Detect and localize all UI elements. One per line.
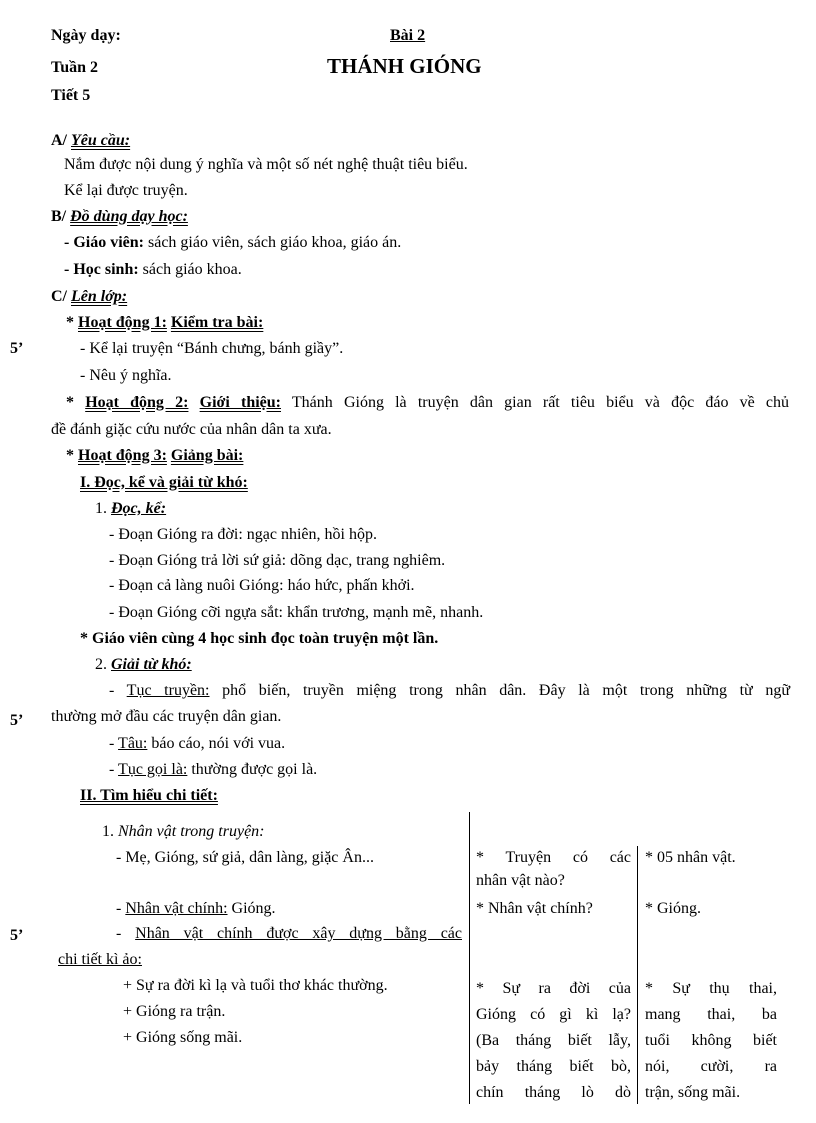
main-character-description: - Nhân vật chính được xây dựng bằng các [116, 925, 462, 942]
detail-item: + Gióng sống mãi. [123, 1029, 243, 1046]
list-item: - Đoạn Gióng trả lời sứ giả: dõng dạc, trang nghiêm. [109, 552, 446, 569]
activity-1-heading: * Hoạt động 1: Kiểm tra bài: [66, 314, 264, 331]
review-task: - Nêu ý nghĩa. [80, 367, 172, 384]
answer-cell: * 05 nhân vật. [645, 849, 736, 866]
part-2-heading: II. Tìm hiểu chi tiết: [80, 787, 218, 804]
activity-2-paragraph: * Hoạt động 2: Giới thiệu: Thánh Gióng là truyện dân gian rất tiêu biểu và độc đáo về chủ [66, 394, 790, 411]
answer-cell: * Gióng. [645, 900, 701, 917]
activity-2-continuation: đề đánh giặc cứu nước của nhân dân ta xưa. [51, 421, 332, 438]
list-item: - Đoạn Gióng ra đời: ngạc nhiên, hồi hộp. [109, 526, 377, 543]
glossary-continuation: thường mở đầu các truyện dân gian. [51, 708, 282, 725]
detail-item: + Gióng ra trận. [123, 1003, 226, 1020]
subsection-characters-heading: 1. Nhân vật trong truyện: [102, 823, 265, 840]
glossary-entry: - Tâu: báo cáo, nói với vua. [109, 735, 286, 752]
column-divider [469, 812, 470, 1104]
time-marker: 5’ [10, 927, 24, 944]
characters-list: - Mẹ, Gióng, sứ giả, dân làng, giặc Ân... [116, 849, 374, 866]
period-label: Tiết 5 [51, 87, 91, 104]
page-title: THÁNH GIÓNG [327, 54, 482, 78]
column-divider [637, 846, 638, 1104]
teacher-materials: - Giáo viên: sách giáo viên, sách giáo khoa, giáo án. [64, 234, 402, 251]
requirement-line: Nắm được nội dung ý nghĩa và một số nét nghệ thuật tiêu biểu. [64, 156, 468, 173]
list-item: - Đoạn Gióng cỡi ngựa sắt: khẩn trương, mạnh mẽ, nhanh. [109, 604, 484, 621]
review-task: - Kể lại truyện “Bánh chưng, bánh giầy”. [80, 340, 344, 357]
list-item: - Đoạn cả làng nuôi Gióng: háo hức, phấn khởi. [109, 577, 415, 594]
subsection-1-heading: 1. Đọc, kể: [95, 500, 167, 517]
activity-3-heading: * Hoạt động 3: Giảng bài: [66, 447, 244, 464]
question-cell: * Nhân vật chính? [476, 900, 593, 917]
time-marker: 5’ [10, 340, 24, 357]
student-materials: - Học sinh: sách giáo khoa. [64, 261, 242, 278]
answer-cell: * Sự thụ thai, mang thai, ba tuổi không biết nói, cười, ra trận, sống mãi. [645, 980, 777, 1101]
week-label: Tuần 2 [51, 59, 98, 76]
question-cell: * Sự ra đời của Gióng có gì kì lạ? (Ba tháng biết lẫy, bảy tháng biết bò, chín tháng lò dò [476, 980, 631, 1101]
requirement-line: Kể lại được truyện. [64, 182, 188, 199]
part-1-heading: I. Đọc, kể và giải từ khó: [80, 474, 248, 491]
main-character-description-continuation: chi tiết kì ảo: [58, 951, 142, 968]
question-cell-continuation: nhân vật nào? [476, 872, 565, 889]
main-character: - Nhân vật chính: Gióng. [116, 900, 276, 917]
section-b-heading: B/ Đồ dùng dạy học: [51, 208, 188, 225]
lesson-number: Bài 2 [390, 27, 426, 44]
question-cell: * Truyện có các [476, 849, 631, 866]
subsection-2-heading: 2. Giải từ khó: [95, 656, 192, 673]
glossary-entry: - Tục gọi là: thường được gọi là. [109, 761, 318, 778]
section-c-heading: C/ Lên lớp: [51, 288, 128, 305]
detail-item: + Sự ra đời kì lạ và tuổi thơ khác thường. [123, 977, 388, 994]
teaching-date-label: Ngày dạy: [51, 27, 121, 44]
time-marker: 5’ [10, 712, 24, 729]
reading-note: * Giáo viên cùng 4 học sinh đọc toàn truyện một lần. [80, 630, 439, 647]
section-a-heading: A/ Yêu cầu: [51, 132, 131, 149]
glossary-entry: - Tục truyền: phổ biến, truyền miệng trong nhân dân. Đây là một trong những từ ngữ [109, 682, 791, 699]
